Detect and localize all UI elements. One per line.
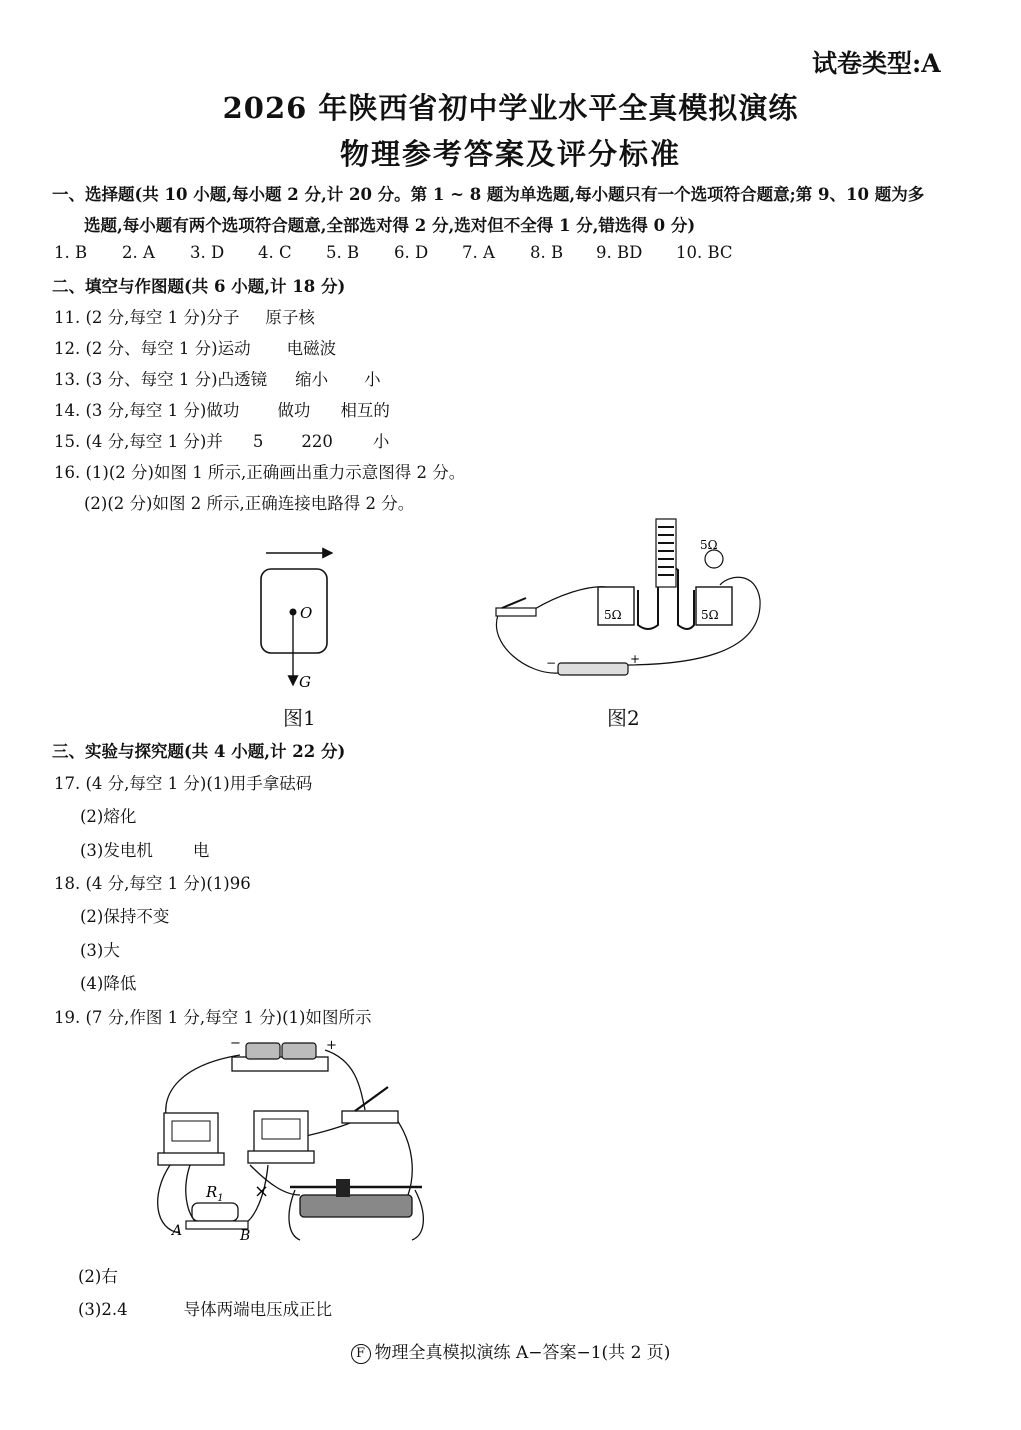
- q18-line3: (3)大: [80, 941, 120, 960]
- resistor-label: $R_1$: [206, 1183, 224, 1204]
- figure-2-caption: 图2: [607, 706, 640, 730]
- section3-heading: 三、实验与探究题(共 4 小题,计 22 分): [52, 742, 346, 761]
- battery-plus: +: [630, 652, 641, 666]
- switch-base: [342, 1111, 398, 1123]
- mc-answer: 1. B: [54, 243, 88, 262]
- resistor-top: [705, 550, 723, 568]
- end-label-a: A: [172, 1223, 183, 1239]
- q12-line: [54, 335, 336, 359]
- circuit-wire: [395, 1117, 412, 1195]
- mc-answer: 7. A: [462, 243, 495, 262]
- footer-text: 物理全真模拟演练 A−答案−1(共 2 页): [374, 1343, 671, 1363]
- scale-ticks: [658, 527, 674, 575]
- q14-answer2: 做功: [277, 401, 311, 420]
- figure-1-caption: 图1: [283, 706, 316, 730]
- page-footer: [0, 1338, 1021, 1364]
- q19-line2: (2)右: [78, 1267, 118, 1286]
- q17-line1: 17. (4 分,每空 1 分)(1)用手拿砝码: [54, 774, 313, 793]
- exam-type-label: 试卷类型:A: [812, 49, 941, 78]
- battery-minus: −: [546, 656, 557, 670]
- q13-label: 13. (3 分、每空 1 分)凸透镜: [54, 370, 268, 389]
- section2-heading: 二、填空与作图题(共 6 小题,计 18 分): [52, 277, 346, 296]
- q19-line1: 19. (7 分,作图 1 分,每空 1 分)(1)如图所示: [54, 1008, 372, 1027]
- resistor-r1-base: [186, 1221, 248, 1229]
- q12-answer2: 电磁波: [286, 339, 337, 358]
- battery-minus: −: [230, 1036, 241, 1051]
- circuit-wire: [325, 1050, 365, 1110]
- q12-label: 12. (2 分、每空 1 分)运动: [54, 339, 251, 358]
- q15-answer4: 小: [372, 432, 390, 451]
- page-subtitle: 物理参考答案及评分标准: [339, 137, 681, 171]
- mc-answers: [54, 243, 733, 262]
- mc-answer: 5. B: [326, 243, 360, 262]
- q15-answer2: 5: [252, 432, 264, 451]
- q18-line2: (2)保持不变: [80, 907, 170, 926]
- q11-line: [54, 304, 315, 328]
- rheostat-leg: [289, 1190, 300, 1240]
- resistor-top-label: 5Ω: [700, 538, 718, 552]
- q19-answer3a: (3)2.4: [78, 1300, 128, 1319]
- q19-answer3b: 导体两端电压成正比: [183, 1300, 333, 1319]
- mc-answer: 3. D: [190, 243, 225, 262]
- point-label-o: O: [300, 604, 313, 622]
- q17-line2: (2)熔化: [80, 807, 137, 826]
- switch-base: [496, 608, 536, 616]
- battery: [558, 663, 628, 675]
- q14-label: 14. (3 分,每空 1 分)做功: [54, 401, 240, 420]
- q13-answer2: 缩小: [295, 370, 329, 389]
- mc-answer: 8. B: [530, 243, 564, 262]
- q15-line: [54, 428, 389, 452]
- q17-answer3a: (3)发电机: [80, 841, 153, 860]
- q15-label: 15. (4 分,每空 1 分)并: [54, 432, 223, 451]
- scale: [656, 519, 676, 587]
- mc-answer: 6. D: [394, 243, 429, 262]
- q16-part1: 16. (1)(2 分)如图 1 所示,正确画出重力示意图得 2 分。: [54, 463, 466, 482]
- mc-answer: 2. A: [122, 243, 155, 262]
- section1-heading-cont: 选题,每小题有两个选项符合题意,全部选对得 2 分,选对但不全得 1 分,错选得 0 分): [84, 216, 696, 235]
- ammeter-dial: [262, 1119, 300, 1139]
- q19-line3: [78, 1296, 332, 1320]
- switch-blade: [502, 598, 526, 608]
- battery-cell: [282, 1043, 316, 1059]
- footer-badge: F: [351, 1344, 371, 1364]
- q17-line3: [80, 837, 209, 861]
- figure-2: [488, 515, 768, 685]
- figure-19-circuit: [150, 1035, 440, 1255]
- voltmeter-dial: [172, 1121, 210, 1141]
- mc-answer: 10. BC: [676, 243, 733, 262]
- q13-line: [54, 366, 381, 390]
- force-label-g: G: [299, 673, 311, 691]
- mc-answer: 9. BD: [596, 243, 643, 262]
- q13-answer3: 小: [364, 370, 381, 389]
- q16-part2: (2)(2 分)如图 2 所示,正确连接电路得 2 分。: [84, 494, 415, 513]
- voltmeter-base: [158, 1153, 224, 1165]
- battery-plus: +: [326, 1038, 337, 1053]
- page-title: 2026 年陕西省初中学业水平全真模拟演练: [222, 91, 799, 125]
- battery-cell: [246, 1043, 280, 1059]
- figure-1: [250, 545, 350, 695]
- rheostat-coil: [300, 1195, 412, 1217]
- resistor-left-label: 5Ω: [604, 608, 622, 622]
- q11-label: 11. (2 分,每空 1 分)分子: [54, 308, 240, 327]
- section1-heading: 一、选择题(共 10 小题,每小题 2 分,计 20 分。第 1 ~ 8 题为单选题,每小题只有一个选项符合题意;第 9、10 题为多: [52, 185, 925, 204]
- rheostat-slider: [336, 1179, 350, 1197]
- q14-answer3: 相互的: [340, 401, 390, 420]
- q11-answer2: 原子核: [265, 308, 315, 327]
- q18-line4: (4)降低: [80, 974, 137, 993]
- mc-answer: 4. C: [258, 243, 292, 262]
- circuit-wire: [623, 577, 760, 665]
- q15-answer3: 220: [301, 432, 333, 451]
- q14-line: [54, 397, 390, 421]
- rheostat-leg: [412, 1190, 423, 1240]
- resistor-r1: [192, 1203, 238, 1221]
- q17-answer3b: 电: [192, 841, 210, 860]
- ammeter-base: [248, 1151, 314, 1163]
- end-label-b: B: [240, 1228, 251, 1244]
- circuit-wire: [533, 587, 606, 610]
- resistor-right-label: 5Ω: [701, 608, 719, 622]
- cross-mark: ×: [254, 1181, 270, 1202]
- q18-line1: 18. (4 分,每空 1 分)(1)96: [54, 874, 251, 893]
